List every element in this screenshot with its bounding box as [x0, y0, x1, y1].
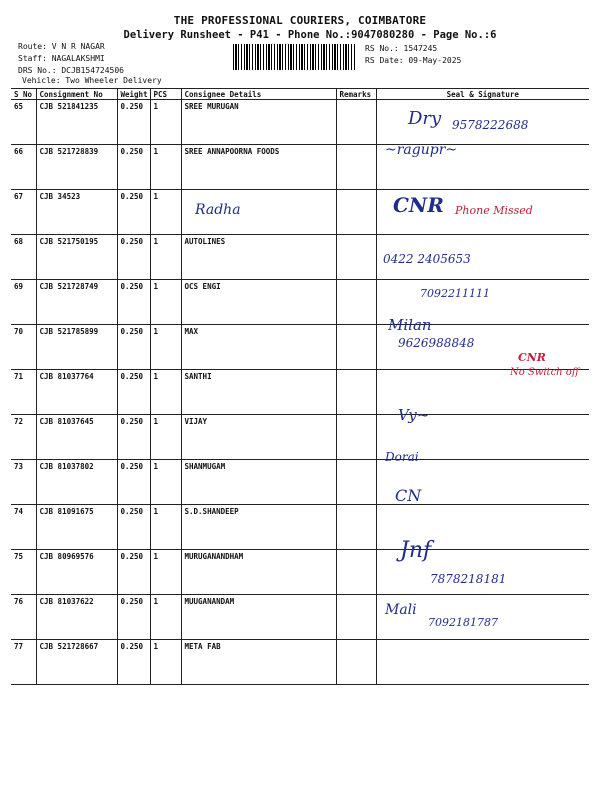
cell-weight: 0.250	[117, 550, 150, 595]
cell-weight: 0.250	[117, 460, 150, 505]
cell-pcs: 1	[150, 235, 181, 280]
cell-cno: CJB 521785899	[36, 325, 117, 370]
staff-label: Staff: NAGALAKSHMI	[18, 54, 105, 63]
table-row	[11, 145, 589, 190]
cell-sno: 67	[11, 190, 36, 235]
phone-65: 9578222688	[452, 118, 529, 132]
barcode	[233, 44, 355, 70]
cell-sno: 68	[11, 235, 36, 280]
cell-remarks	[336, 640, 376, 685]
cell-pcs: 1	[150, 550, 181, 595]
cell-cno: CJB 81037645	[36, 415, 117, 460]
cell-pcs: 1	[150, 280, 181, 325]
phone-69: 7092211111	[420, 287, 490, 300]
cell-remarks	[336, 370, 376, 415]
cell-sno: 72	[11, 415, 36, 460]
cell-weight: 0.250	[117, 325, 150, 370]
table-row	[11, 235, 589, 280]
cell-cno: CJB 521728667	[36, 640, 117, 685]
name-67: Radha	[195, 202, 241, 218]
table-row	[11, 370, 589, 415]
cell-remarks	[336, 325, 376, 370]
phone-68: 0422 2405653	[383, 252, 471, 266]
table-row	[11, 415, 589, 460]
mark-71: CNR	[518, 351, 546, 364]
cell-remarks	[336, 100, 376, 145]
col-pcs: PCS	[150, 89, 181, 100]
cell-weight: 0.250	[117, 505, 150, 550]
cell-weight: 0.250	[117, 595, 150, 640]
cell-pcs: 1	[150, 505, 181, 550]
cell-sno: 71	[11, 370, 36, 415]
table-row	[11, 280, 589, 325]
route-label: Route: V N R NAGAR	[18, 42, 105, 51]
cell-cno: CJB 34523	[36, 190, 117, 235]
cell-remarks	[336, 280, 376, 325]
rs-number: RS No.: 1547245	[365, 44, 438, 53]
table-header-row	[11, 89, 589, 100]
col-signature: Seal & Signature	[376, 89, 589, 100]
signature-74: CN	[395, 486, 422, 505]
cell-sno: 65	[11, 100, 36, 145]
rs-date: RS Date: 09-May-2025	[365, 56, 462, 65]
col-consignee: Consignee Details	[181, 89, 336, 100]
phone-70: 9626988848	[398, 336, 475, 350]
cell-remarks	[336, 550, 376, 595]
cell-consignee: META FAB	[181, 640, 336, 685]
cell-consignee: SHANMUGAM	[181, 460, 336, 505]
col-remarks: Remarks	[336, 89, 376, 100]
cell-remarks	[336, 235, 376, 280]
signature-72: Vy~	[398, 406, 430, 424]
cell-cno: CJB 81037764	[36, 370, 117, 415]
col-consignment: Consignment No	[36, 89, 117, 100]
signature-76: Jnf	[400, 538, 432, 563]
cell-pcs: 1	[150, 640, 181, 685]
cell-pcs: 1	[150, 145, 181, 190]
table-row	[11, 595, 589, 640]
cell-consignee: S.D.SHANDEEP	[181, 505, 336, 550]
signature-65: Dry	[408, 108, 442, 129]
cell-cno: CJB 81037802	[36, 460, 117, 505]
cell-consignee: MUUGANANDAM	[181, 595, 336, 640]
cell-cno: CJB 521750195	[36, 235, 117, 280]
cell-sno: 77	[11, 640, 36, 685]
cell-remarks	[336, 190, 376, 235]
cell-signature	[376, 640, 589, 685]
cell-consignee: OCS ENGI	[181, 280, 336, 325]
note-71: No Switch off	[510, 367, 579, 378]
cell-consignee: AUTOLINES	[181, 235, 336, 280]
cell-sno: 75	[11, 550, 36, 595]
cell-consignee: SANTHI	[181, 370, 336, 415]
mark-67: CNR	[393, 193, 444, 217]
table-row	[11, 640, 589, 685]
cell-weight: 0.250	[117, 235, 150, 280]
cell-pcs: 1	[150, 595, 181, 640]
cell-remarks	[336, 415, 376, 460]
cell-consignee: MURUGANANDHAM	[181, 550, 336, 595]
cell-weight: 0.250	[117, 370, 150, 415]
cell-cno: CJB 80969576	[36, 550, 117, 595]
cell-pcs: 1	[150, 460, 181, 505]
cell-remarks	[336, 145, 376, 190]
table-row	[11, 505, 589, 550]
cell-cno: CJB 521728839	[36, 145, 117, 190]
cell-sno: 69	[11, 280, 36, 325]
signature-66: ~ragupr~	[385, 142, 458, 158]
table-row	[11, 460, 589, 505]
cell-weight: 0.250	[117, 145, 150, 190]
cell-sno: 73	[11, 460, 36, 505]
col-weight: Weight	[117, 89, 150, 100]
signature-77: Mali	[385, 602, 417, 618]
cell-consignee: VIJAY	[181, 415, 336, 460]
table-row	[11, 325, 589, 370]
cell-consignee: SREE MURUGAN	[181, 100, 336, 145]
cell-cno: CJB 81037622	[36, 595, 117, 640]
col-sno: S No	[11, 89, 36, 100]
vehicle-label: Vehicle: Two Wheeler Delivery	[22, 76, 162, 85]
cell-pcs: 1	[150, 415, 181, 460]
cell-pcs: 1	[150, 100, 181, 145]
note-67: Phone Missed	[455, 204, 533, 217]
runsheet-title: Delivery Runsheet - P41 - Phone No.:9047080280 - Page No.:6	[123, 29, 497, 41]
name-70: Milan	[388, 316, 432, 334]
cell-weight: 0.250	[117, 415, 150, 460]
cell-consignee: MAX	[181, 325, 336, 370]
cell-pcs: 1	[150, 370, 181, 415]
signature-73: Dorai	[385, 450, 419, 464]
runsheet-table	[11, 88, 589, 685]
cell-weight: 0.250	[117, 640, 150, 685]
cell-remarks	[336, 460, 376, 505]
cell-sno: 70	[11, 325, 36, 370]
cell-weight: 0.250	[117, 100, 150, 145]
cell-remarks	[336, 505, 376, 550]
cell-sno: 74	[11, 505, 36, 550]
cell-pcs: 1	[150, 325, 181, 370]
drs-label: DRS No.: DCJB154724506	[18, 66, 124, 75]
phone-76: 7878218181	[430, 572, 507, 586]
cell-cno: CJB 521841235	[36, 100, 117, 145]
cell-cno: CJB 521728749	[36, 280, 117, 325]
company-title: THE PROFESSIONAL COURIERS, COIMBATORE	[173, 14, 427, 27]
cell-cno: CJB 81091675	[36, 505, 117, 550]
cell-weight: 0.250	[117, 280, 150, 325]
cell-pcs: 1	[150, 190, 181, 235]
phone-77: 7092181787	[428, 616, 498, 629]
cell-consignee: SREE ANNAPOORNA FOODS	[181, 145, 336, 190]
cell-sno: 76	[11, 595, 36, 640]
cell-weight: 0.250	[117, 190, 150, 235]
cell-sno: 66	[11, 145, 36, 190]
cell-remarks	[336, 595, 376, 640]
